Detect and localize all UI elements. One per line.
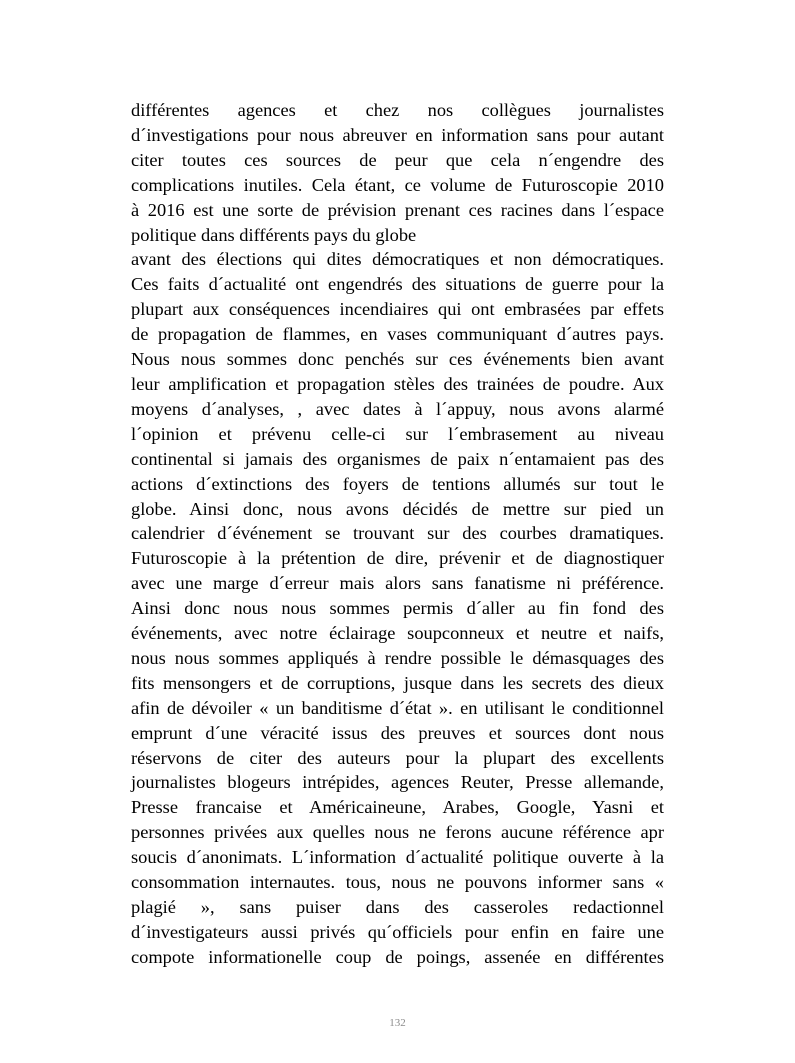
text-line: événements, avec notre éclairage soupconneux et neutre et naifs, (131, 623, 664, 644)
text-line: plupart aux conséquences incendiaires qui ont embrasées par effets (131, 299, 664, 320)
text-line: journalistes blogeurs intrépides, agences Reuter, Presse allemande, (131, 772, 664, 793)
text-line: citer toutes ces sources de peur que cela n´engendre des (131, 149, 664, 170)
text-line: compote informationelle coup de poings, assenée en différentes (131, 946, 664, 967)
page-number: 132 (389, 1017, 406, 1029)
text-line: Presse francaise et Américaineune, Arabes, Google, Yasni et (131, 797, 664, 818)
text-line: avec une marge d´erreur mais alors sans fanatisme ni préférence. (131, 573, 664, 594)
text-line: globe. Ainsi donc, nous avons décidés de mettre sur pied un (131, 498, 664, 519)
text-line: Ces faits d´actualité ont engendrés des situations de guerre pour la (131, 274, 664, 295)
text-line: leur amplification et propagation stèles des trainées de poudre. Aux (131, 373, 664, 394)
text-line: afin de dévoiler « un banditisme d´état ». en utilisant le conditionnel (131, 697, 664, 718)
text-line: réservons de citer des auteurs pour la plupart des excellents (131, 747, 664, 768)
text-line: calendrier d´événement se trouvant sur des courbes dramatiques. (131, 523, 664, 544)
text-line: emprunt d´une véracité issus des preuves et sources dont nous (131, 722, 664, 743)
text-line: Futuroscopie à la prétention de dire, prévenir et de diagnostiquer (131, 548, 664, 569)
text-line: continental si jamais des organismes de paix n´entamaient pas des (131, 448, 664, 469)
text-line: Nous nous sommes donc penchés sur ces événements bien avant (131, 349, 664, 370)
text-line: plagié », sans puiser dans des casseroles redactionnel (131, 897, 664, 917)
text-line: personnes privées aux quelles nous ne ferons aucune référence apr (131, 822, 664, 843)
text-line: de propagation de flammes, en vases communiquant d´autres pays. (131, 324, 664, 345)
text-line: Ainsi donc nous nous sommes permis d´aller au fin fond des (131, 598, 664, 619)
text-line: différentes agences et chez nos collègues journalistes (131, 100, 664, 120)
body-text (131, 98, 664, 970)
text-line: d´investigations pour nous abreuver en information sans pour autant (131, 124, 664, 145)
text-line: d´investigateurs aussi privés qu´officiels pour enfin en faire une (131, 921, 664, 942)
text-line: politique dans différents pays du globe (131, 224, 417, 245)
text-line: nous nous sommes appliqués à rendre possible le démasquages des (131, 647, 664, 668)
text-line: fits mensongers et de corruptions, jusque dans les secrets des dieux (131, 672, 664, 693)
text-line: consommation internautes. tous, nous ne pouvons informer sans « (131, 872, 664, 893)
text-line: moyens d´analyses, , avec dates à l´appuy, nous avons alarmé (131, 398, 664, 419)
text-line: actions d´extinctions des foyers de tentions allumés sur tout le (131, 473, 664, 494)
text-line: à 2016 est une sorte de prévision prenant ces racines dans l´espace (131, 199, 664, 220)
text-line: l´opinion et prévenu celle-ci sur l´embrasement au niveau (131, 423, 664, 444)
text-line: avant des élections qui dites démocratiques et non démocratiques. (131, 249, 664, 270)
text-line: complications inutiles. Cela étant, ce volume de Futuroscopie 2010 (131, 174, 664, 195)
text-line: soucis d´anonimats. L´information d´actualité politique ouverte à la (131, 847, 664, 868)
